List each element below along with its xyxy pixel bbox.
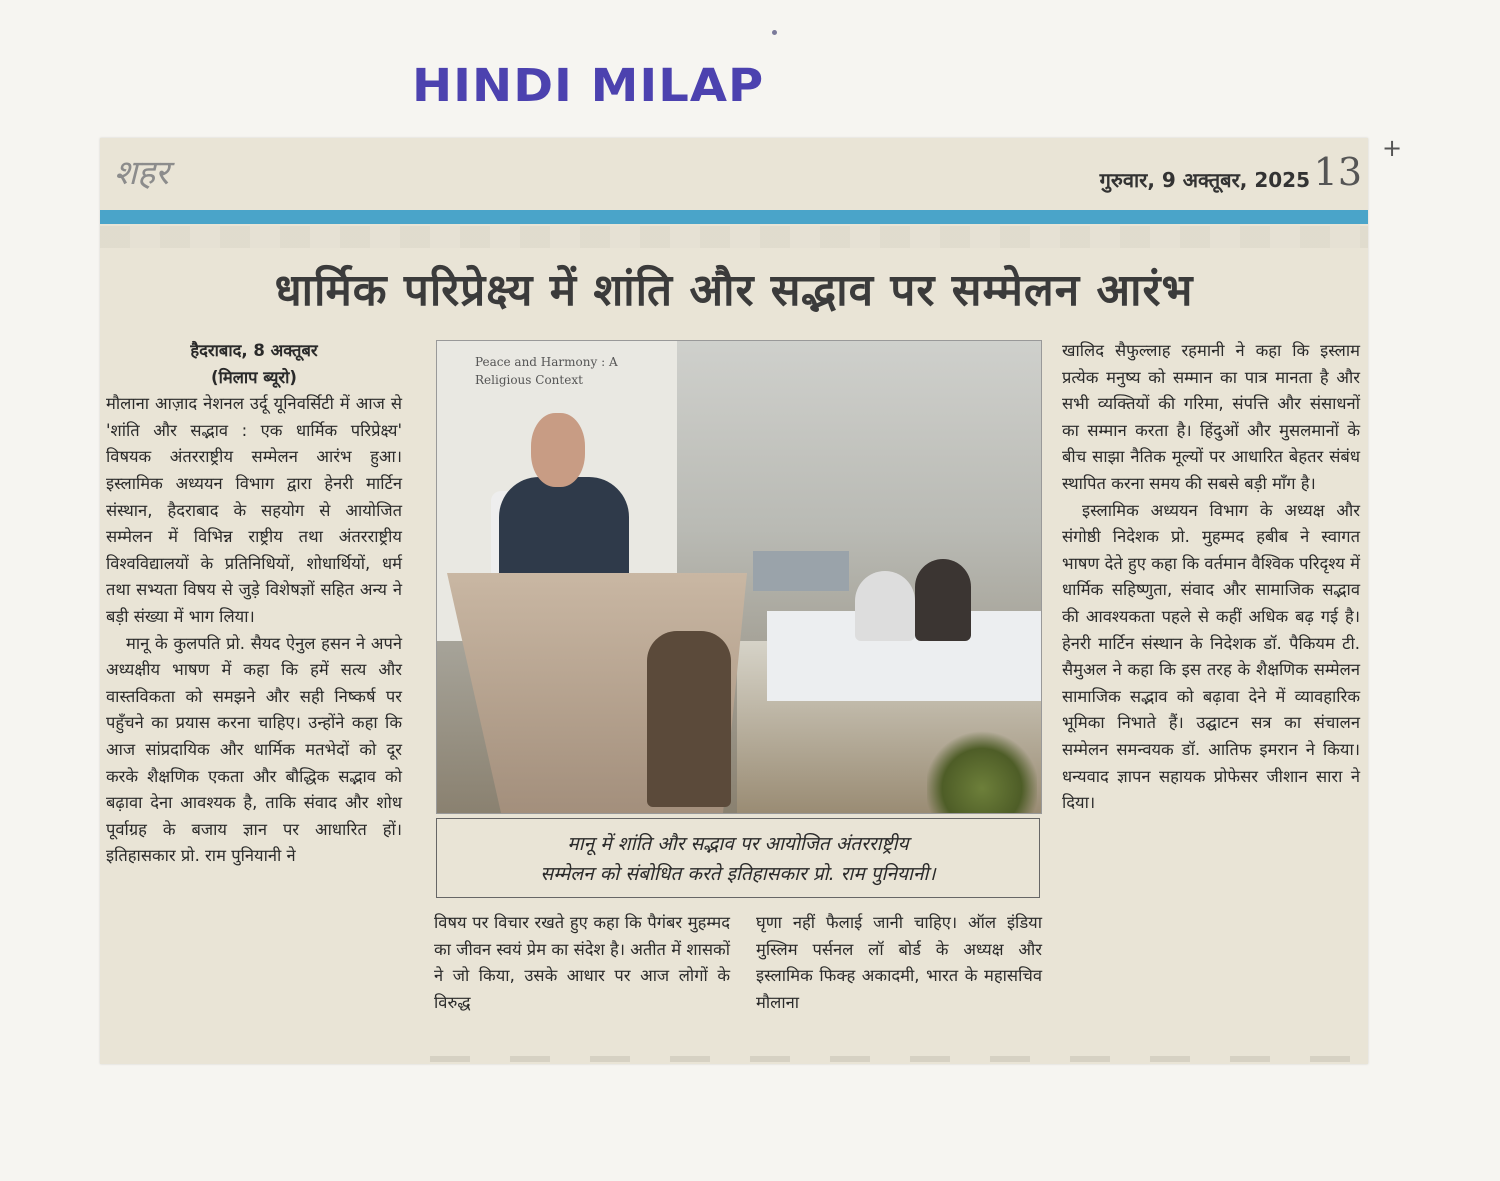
caption-line: मानू में शांति और सद्भाव पर आयोजित अंतरराष्ट्रीय [567, 833, 909, 855]
header-rule [100, 210, 1368, 224]
photo-caption [436, 818, 1040, 898]
article-column-3 [756, 910, 1042, 1016]
university-emblem [647, 631, 731, 807]
paragraph: मौलाना आज़ाद नेशनल उर्दू यूनिवर्सिटी में आज से 'शांति और सद्भाव : एक धार्मिक परिप्रेक्ष्य' विषयक अंतरराष्ट्रीय सम्मेलन आरंभ हुआ। इस्लामिक अध्ययन विभाग द्वारा हेनरी मार्टिन संस्थान, हैदराबाद के सहयोग से आयोजित सम्मेलन में विभिन्न राष्ट्रीय तथा अंतरराष्ट्रीय विश्वविद्यालयों के प्रतिनिधियों, शोधार्थियों, धर्म तथा सभ्यता विषय से जुड़े विशेषज्ञों सहित अन्य ने बड़ी संख्या में भाग लिया। [106, 394, 402, 626]
seated-guest [855, 571, 915, 641]
article-column-4 [1062, 338, 1360, 817]
ink-dot [772, 30, 777, 35]
seated-guest [915, 559, 971, 641]
dateline: हैदराबाद, 8 अक्तूबर [190, 341, 318, 360]
article-photo [436, 340, 1042, 814]
plant [927, 731, 1037, 813]
article-column-2 [434, 910, 730, 1016]
paragraph: इस्लामिक अध्ययन विभाग के अध्यक्ष और संगोष्ठी निदेशक प्रो. मुहम्मद हबीब ने स्वागत भाषण देते हुए कहा कि वर्तमान वैश्विक परिदृश्य में धार्मिक सहिष्णुता, संवाद और सामाजिक सद्भाव की आवश्यकता पहले से कहीं अधिक बढ़ गई है। हेनरी मार्टिन संस्थान के निदेशक डॉ. पैकियम टी. सैमुअल ने कहा कि इस तरह के शैक्षणिक सम्मेलन सामाजिक सद्भाव को बढ़ावा देने में व्यावहारिक भूमिका निभाते हैं। उद्घाटन सत्र का संचालन सम्मेलन समन्वयक डॉ. आतिफ इमरान ने किया। धन्यवाद ज्ञापन सहायक प्रोफेसर जीशान सारा ने दिया। [1062, 500, 1360, 813]
section-name: शहर [114, 153, 170, 193]
paragraph: विषय पर विचार रखते हुए कहा कि पैगंबर मुहम्मद का जीवन स्वयं प्रेम का संदेश है। अतीत में शासकों ने जो किया, उसके आधार पर आज लोगों के विरुद्ध [434, 913, 730, 1012]
bleed-through [430, 1056, 1366, 1062]
paragraph: खालिद सैफुल्लाह रहमानी ने कहा कि इस्लाम प्रत्येक मनुष्य को सम्मान का पात्र मानता है और सभी व्यक्तियों की गरिमा, संपत्ति और संसाधनों का सम्मान करता है। हिंदुओं और मुसलमानों के बीच साझा नैतिक मूल्यों पर आधारित बेहतर संबंध स्थापित करना समय की सबसे बड़ी माँग है। [1062, 341, 1360, 493]
article-headline: धार्मिक परिप्रेक्ष्य में शांति और सद्भाव पर सम्मेलन आरंभ [274, 265, 1194, 316]
newspaper-clipping [100, 138, 1368, 1064]
speaker [499, 477, 629, 587]
article-column-1 [106, 338, 402, 870]
issue-date: गुरुवार, 9 अक्तूबर, 2025 [1099, 168, 1310, 192]
bureau-credit: (मिलाप ब्यूरो) [211, 367, 297, 387]
paragraph: मानू के कुलपति प्रो. सैयद ऐनुल हसन ने अपने अध्यक्षीय भाषण में कहा कि हमें सत्य और वास्तविकता को समझने और सही निष्कर्ष पर पहुँचने का प्रयास करना चाहिए। उन्होंने कहा कि आज सांप्रदायिक और धार्मिक मतभेदों को दूर करके शैक्षणिक एकता और बौद्धिक सद्भाव को बढ़ावा देना आवश्यक है, ताकि संवाद और शोध पूर्वाग्रह के बजाय ज्ञान पर आधारित हों। इतिहासकार प्रो. राम पुनियानी ने [106, 633, 402, 866]
page-number: 13 [1313, 150, 1362, 194]
caption-line: सम्मेलन को संबोधित करते इतिहासकार प्रो. राम पुनियानी। [540, 863, 936, 885]
backdrop [753, 551, 849, 591]
clip-corner-mark: + [1382, 134, 1403, 162]
paragraph: घृणा नहीं फैलाई जानी चाहिए। ऑल इंडिया मुस्लिम पर्सनल लॉ बोर्ड के अध्यक्ष और इस्लामिक फिक्ह अकादमी, भारत के महासचिव मौलाना [756, 913, 1042, 1012]
speaker-head [531, 413, 585, 487]
banner-text: Peace and Harmony : A Religious Context [475, 355, 618, 387]
newspaper-stamp: HINDI MILAP [412, 59, 765, 113]
bleed-through [100, 226, 1368, 248]
